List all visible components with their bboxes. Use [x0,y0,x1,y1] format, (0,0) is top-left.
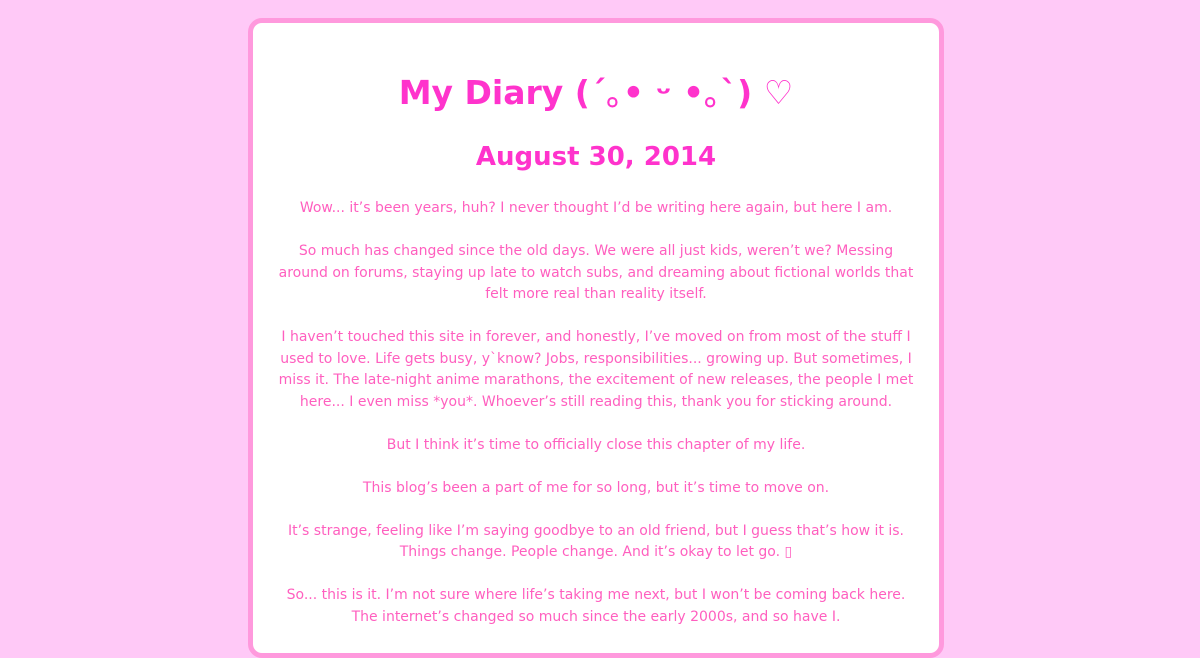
diary-card [248,18,944,658]
entry-date: August 30, 2014 [475,142,717,172]
entry-paragraph-5: This blog’s been a part of me for so long, but it’s time to move on. [362,479,830,496]
entry-body [275,198,917,650]
entry-paragraph-2: So much has changed since the old days. We were all just kids, weren’t we? Messing around on forums, staying up late to watch subs, and dreaming about fictional worlds that felt more real than reality itself. [278,243,914,302]
entry-paragraph-3: I haven’t touched this site in forever, and honestly, I’ve moved on from most of the stuff I used to love. Life gets busy, y`know? Jobs, responsibilities... growing up. But sometimes, I miss it. The late-night anime marathons, the excitement of new releases, the people I met here... I even miss *you*. Whoever’s still reading this, thank you for sticking around. [278,329,914,410]
entry-paragraph-1: Wow... it’s been years, huh? I never thought I’d be writing here again, but here I am. [299,200,893,216]
diary-title: My Diary (´｡• ᵕ •｡`) ♡ [398,73,794,112]
entry-paragraph-7: So... this is it. I’m not sure where life’s taking me next, but I won’t be coming back here. The internet’s changed so much since the early 2000s, and so have I. [286,587,906,625]
entry-paragraph-6: It’s strange, feeling like I’m saying goodbye to an old friend, but I guess that’s how it is. Things change. People change. And it’s okay to let go. ▯ [287,522,905,560]
entry-paragraph-4: But I think it’s time to officially close this chapter of my life. [386,436,806,453]
